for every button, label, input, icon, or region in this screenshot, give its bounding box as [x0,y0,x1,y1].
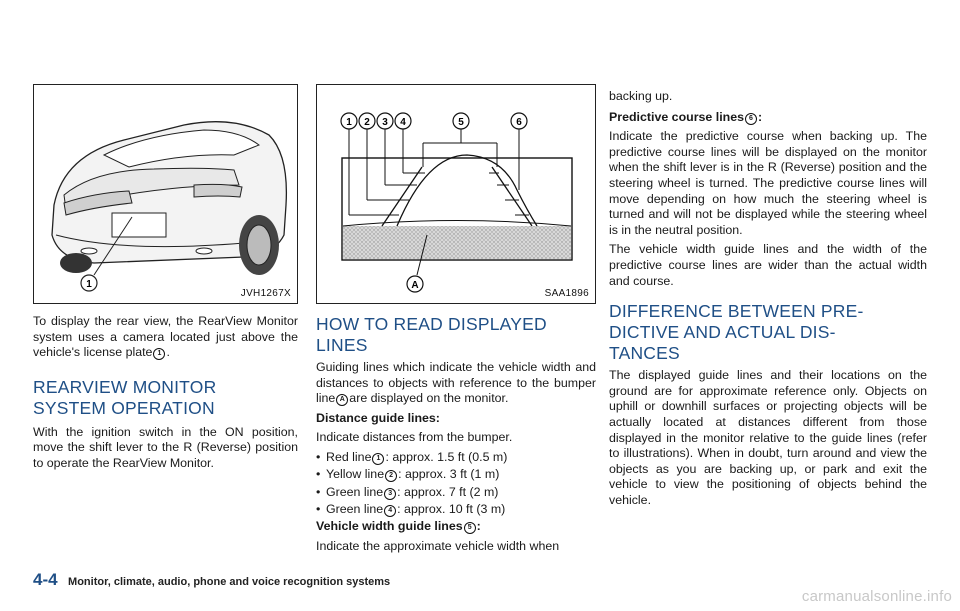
list-item: • Red line 1 : approx. 1.5 ft (0.5 m) [316,449,508,464]
distance-list [316,449,596,519]
ref-3-icon: 3 [384,488,396,500]
section-title: Monitor, climate, audio, phone and voice recognition systems [68,576,391,588]
difference-paragraph: The displayed guide lines and their locations on the ground are for approximate reference only. Objects on uphill or downhill surfaces or projecting objects will be actually located at distances different from those displayed in the monitor relative to the guide lines (refer to illustrations). When in doubt, turn around and view the objects as you are backing up, or park and exit the vehicle to view the positioning of objects behind the vehicle. [609,368,927,507]
svg-text:A: A [411,280,419,291]
svg-text:5: 5 [458,117,464,128]
guiding-lines-paragraph: Guiding lines which indicate the vehicle width and distances to objects with reference to the bumper line A are displayed on the monitor. [316,360,596,406]
ref-2-icon: 2 [385,470,397,482]
guide-lines-figure [316,84,596,304]
list-item: • Green line 4 : approx. 10 ft (3 m) [316,502,506,517]
figure-code-left: JVH1267X [240,288,291,299]
car-rear-figure [33,84,298,304]
column-right [609,89,927,508]
list-item: • Green line 3 : approx. 7 ft (2 m) [316,484,499,499]
ref-1-icon: 1 [153,348,165,360]
list-item: • Yellow line 2 : approx. 3 ft (1 m) [316,467,500,482]
width-guide-label: Vehicle width guide lines 5 : [316,518,481,533]
ref-6-icon: 6 [745,113,757,125]
svg-text:6: 6 [516,117,522,128]
svg-text:1: 1 [346,117,352,128]
wider-note: The vehicle width guide lines and the width of the predictive course lines are wider than the actual width and course. [609,242,927,288]
svg-text:3: 3 [382,117,388,128]
car-rear-illustration [34,85,297,303]
backing-up-text: backing up. [609,89,673,103]
predictive-desc: Indicate the predictive course when backing up. The predictive course lines will be displayed on the monitor when the shift lever is in the R (Reverse) position and the steering wheel is turned. The predictive course lines will move depending on how much the steering wheel is turned and will not be displayed while the steering wheel is in the neutral position. [609,129,927,237]
column-left [33,314,298,472]
operation-paragraph: With the ignition switch in the ON position, move the shift lever to the R (Reverse) position to operate the RearView Monitor. [33,424,298,470]
page-number: 4-4 [33,570,58,589]
svg-text:4: 4 [400,117,406,128]
ref-a-icon: A [336,394,348,406]
guide-lines-illustration [317,85,595,303]
width-guide-desc: Indicate the approximate vehicle width when [316,538,560,553]
page-footer [33,570,390,590]
ref-4-icon: 4 [384,505,396,517]
svg-text:1: 1 [86,279,92,290]
distance-guide-desc: Indicate distances from the bumper. [316,430,513,445]
intro-paragraph: To display the rear view, the RearView Monitor system uses a camera located just above the vehicle's license plate 1 . [33,314,298,360]
ref-1-icon: 1 [372,453,384,465]
predictive-label: Predictive course lines 6 : [609,109,763,124]
ref-5-icon: 5 [464,522,476,534]
distance-guide-label: Distance guide lines: [316,410,440,425]
figure-code-middle: SAA1896 [544,288,589,299]
watermark: carmanualsonline.info [801,588,952,605]
svg-text:2: 2 [364,117,370,128]
heading-difference: DIFFERENCE BETWEEN PRE- DICTIVE AND ACTUAL DIS- TANCES [609,301,864,364]
heading-how-to-read: HOW TO READ DISPLAYED LINES [316,314,547,355]
column-middle [316,314,596,554]
heading-rearview-operation: REARVIEW MONITOR SYSTEM OPERATION [33,376,217,418]
